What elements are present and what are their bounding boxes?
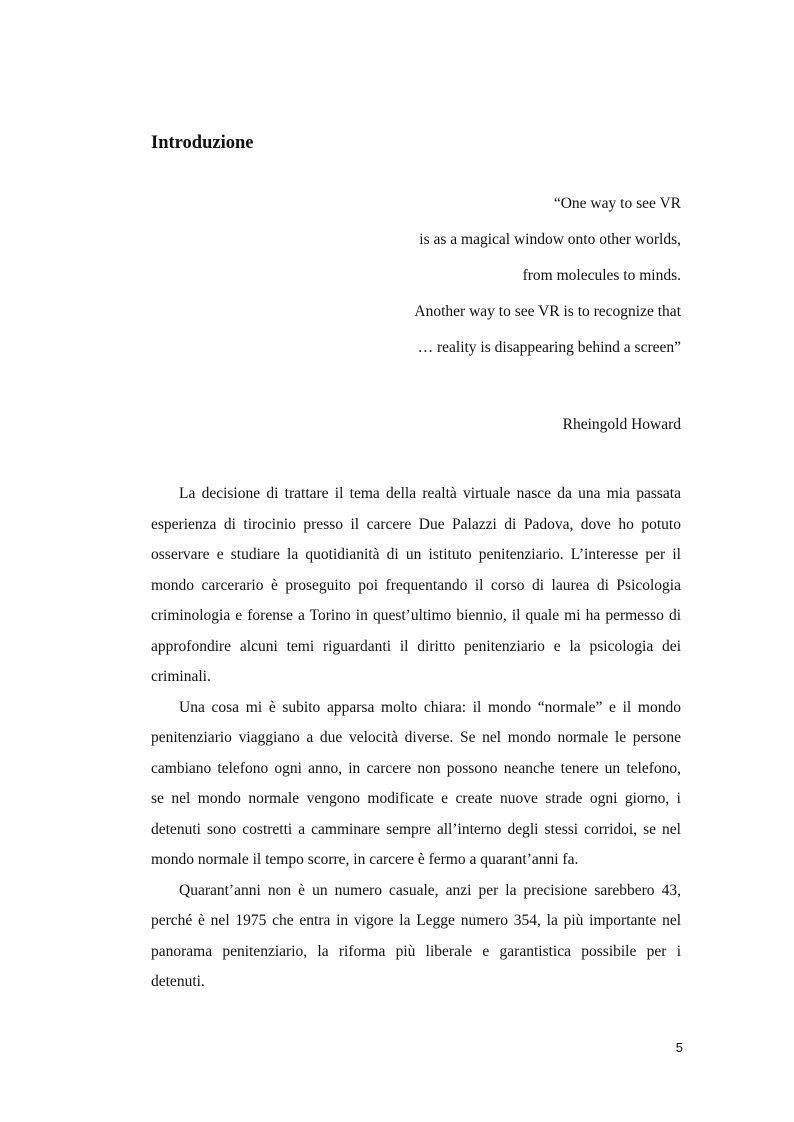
text-line: cambiano telefono ogni anno, in carcere non possono neanche tenere un telefono,: [151, 759, 681, 777]
text-line: mondo carcerario è proseguito poi frequentando il corso di laurea di Psicologia: [151, 576, 681, 594]
text-line: La decisione di trattare il tema della realtà virtuale nasce da una mia passata: [179, 485, 681, 502]
epigraph-author: Rheingold Howard: [562, 416, 681, 433]
text-line: osservare e studiare la quotidianità di un istituto penitenziario. L’interesse per il: [151, 546, 681, 563]
epigraph-line: “One way to see VR: [553, 195, 681, 212]
text-line: penitenziario viaggiano a due velocità diverse. Se nel mondo normale le persone: [151, 729, 681, 746]
text-line: criminologia e forense a Torino in quest’ultimo biennio, il quale mi ha permesso di: [151, 607, 681, 624]
paragraph-1: [151, 482, 681, 696]
epigraph-line: from molecules to minds.: [522, 267, 681, 284]
text-line: mondo normale il tempo scorre, in carcere è fermo a quarant’anni fa.: [151, 851, 579, 868]
text-line: se nel mondo normale vengono modificate e create nuove strade ogni giorno, i: [151, 790, 681, 807]
page-number: 5: [675, 1040, 683, 1055]
text-line: perché è nel 1975 che entra in vigore la Legge numero 354, la più importante nel: [151, 912, 681, 929]
epigraph-quote: [300, 192, 681, 372]
body-text: [151, 482, 681, 1001]
text-line: esperienza di tirocinio presso il carcere Due Palazzi di Padova, dove ho potuto: [151, 515, 681, 533]
text-line: criminali.: [151, 668, 211, 685]
epigraph-line: Another way to see VR is to recognize that: [414, 303, 681, 320]
text-line: detenuti sono costretti a camminare sempre all’interno degli stessi corridoi, se nel: [151, 820, 681, 838]
text-line: detenuti.: [151, 973, 205, 990]
section-heading: Introduzione: [151, 133, 254, 153]
paragraph-2: [151, 696, 681, 879]
text-line: Quarant’anni non è un numero casuale, anzi per la precisione sarebbero 43,: [179, 881, 681, 899]
epigraph-line: is as a magical window onto other worlds,: [419, 231, 681, 248]
text-line: Una cosa mi è subito apparsa molto chiara: il mondo “normale” e il mondo: [179, 698, 681, 716]
paragraph-3: [151, 879, 681, 1001]
epigraph-line: … reality is disappearing behind a screen”: [417, 339, 681, 356]
text-line: approfondire alcuni temi riguardanti il diritto penitenziario e la psicologia dei: [151, 637, 681, 655]
text-line: panorama penitenziario, la riforma più liberale e garantistica possibile per i: [151, 942, 681, 960]
